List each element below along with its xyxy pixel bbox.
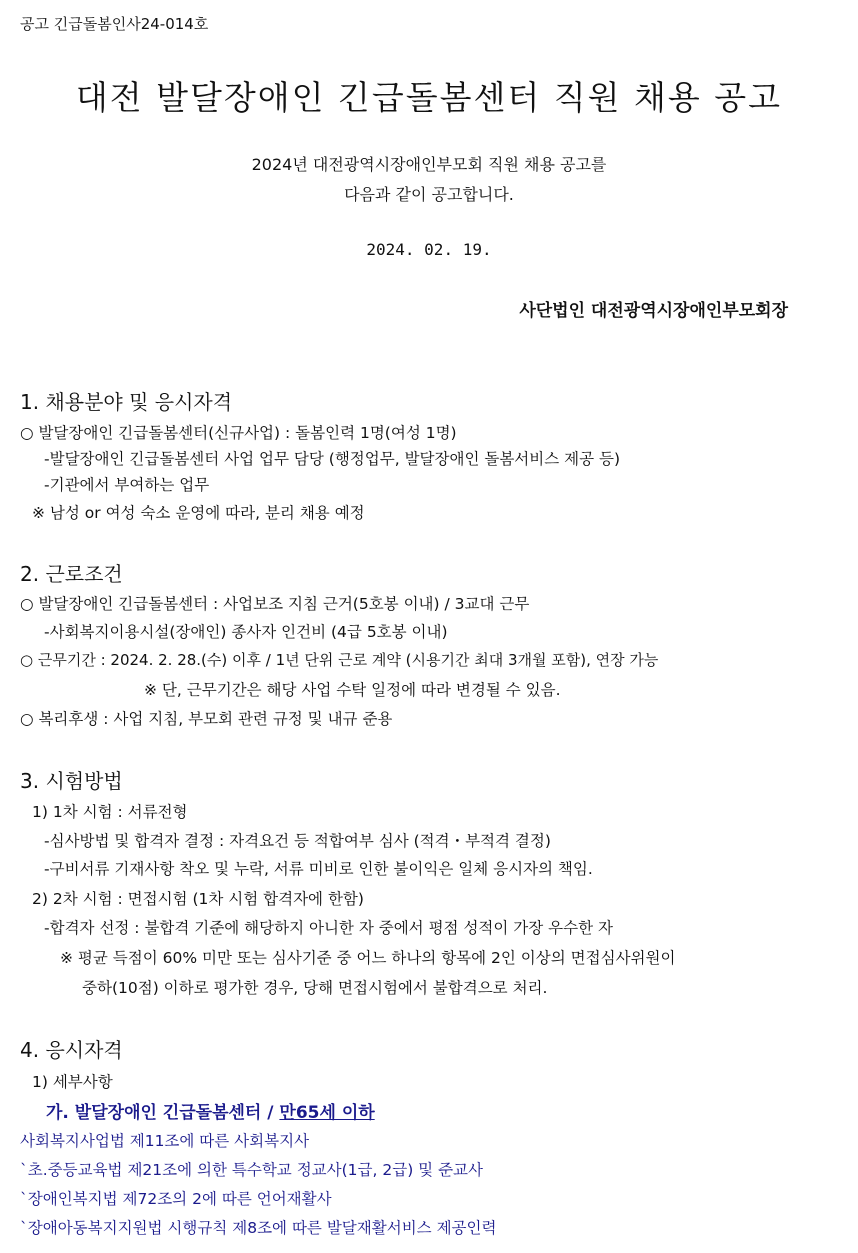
section-3-note: ※ 평균 득점이 60% 미만 또는 심사기준 중 어느 하나의 항목에 2인 이상의 면접심사위원이	[60, 949, 676, 967]
section-3-heading: 3. 시험방법	[20, 769, 123, 793]
section-1-line: ○ 발달장애인 긴급돌봄센터(신규사업) : 돌봄인력 1명(여성 1명)	[20, 424, 457, 442]
section-3-line: 2) 2차 시험 : 면접시험 (1차 시험 합격자에 한함)	[32, 890, 364, 908]
qualification-line: `장애아동복지지원법 시행규칙 제8조에 따른 발달재활서비스 제공인력	[20, 1219, 497, 1237]
section-3-note: 중하(10점) 이하로 평가한 경우, 당해 면접시험에서 불합격으로 처리.	[82, 979, 548, 997]
section-1-note: ※ 남성 or 여성 숙소 운영에 따라, 분리 채용 예정	[32, 504, 365, 522]
section-3-line: -합격자 선정 : 불합격 기준에 해당하지 아니한 자 중에서 평점 성적이 가장 우수한 자	[44, 919, 613, 937]
section-3-line: -구비서류 기재사항 착오 및 누락, 서류 미비로 인한 불이익은 일체 응시자의 책임.	[44, 860, 593, 878]
section-3-line: 1) 1차 시험 : 서류전형	[32, 803, 188, 821]
qualification-line: `초.중등교육법 제21조에 의한 특수학교 정교사(1급, 2급) 및 준교사	[20, 1161, 483, 1179]
age-limit: 만65세 이하	[279, 1103, 375, 1123]
notice-number: 공고 긴급돌봄인사24-014호	[20, 15, 209, 33]
qualification-line: `장애인복지법 제72조의 2에 따른 언어재활사	[20, 1190, 332, 1208]
section-4-heading: 4. 응시자격	[20, 1038, 123, 1062]
section-2-line: ○ 복리후생 : 사업 지침, 부모회 관련 규정 및 내규 준용	[20, 710, 393, 728]
qualification-line: 사회복지사업법 제11조에 따른 사회복지사	[20, 1132, 310, 1150]
section-4-sub: 1) 세부사항	[32, 1073, 113, 1091]
page-title: 대전 발달장애인 긴급돌봄센터 직원 채용 공고	[75, 78, 783, 117]
intro-line-2: 다음과 같이 공고합니다.	[344, 185, 514, 204]
intro-line-1: 2024년 대전광역시장애인부모회 직원 채용 공고를	[251, 155, 607, 174]
section-2-heading: 2. 근로조건	[20, 562, 123, 586]
section-4-item-prefix: 가. 발달장애인 긴급돌봄센터 /	[46, 1103, 280, 1123]
section-1-line: -기관에서 부여하는 업무	[44, 476, 210, 494]
section-3-line: -심사방법 및 합격자 결정 : 자격요건 등 적합여부 심사 (적격・부적격 결정)	[44, 832, 551, 850]
issuer-name: 사단법인 대전광역시장애인부모회장	[519, 301, 788, 321]
section-4-item	[46, 1098, 375, 1123]
section-1-line: -발달장애인 긴급돌봄센터 사업 업무 담당 (행정업무, 발달장애인 돌봄서비스 제공 등)	[44, 450, 621, 468]
section-2-note: ※ 단, 근무기간은 해당 사업 수탁 일정에 따라 변경될 수 있음.	[144, 681, 561, 699]
section-1-heading: 1. 채용분야 및 응시자격	[20, 390, 233, 414]
announcement-date: 2024. 02. 19.	[366, 240, 492, 259]
section-2-line: ○ 발달장애인 긴급돌봄센터 : 사업보조 지침 근거(5호봉 이내) / 3교대 근무	[20, 595, 530, 613]
section-2-line: -사회복지이용시설(장애인) 종사자 인건비 (4급 5호봉 이내)	[44, 623, 448, 641]
section-2-line: ○ 근무기간 : 2024. 2. 28.(수) 이후 / 1년 단위 근로 계약 (시용기간 최대 3개월 포함), 연장 가능	[20, 651, 659, 669]
